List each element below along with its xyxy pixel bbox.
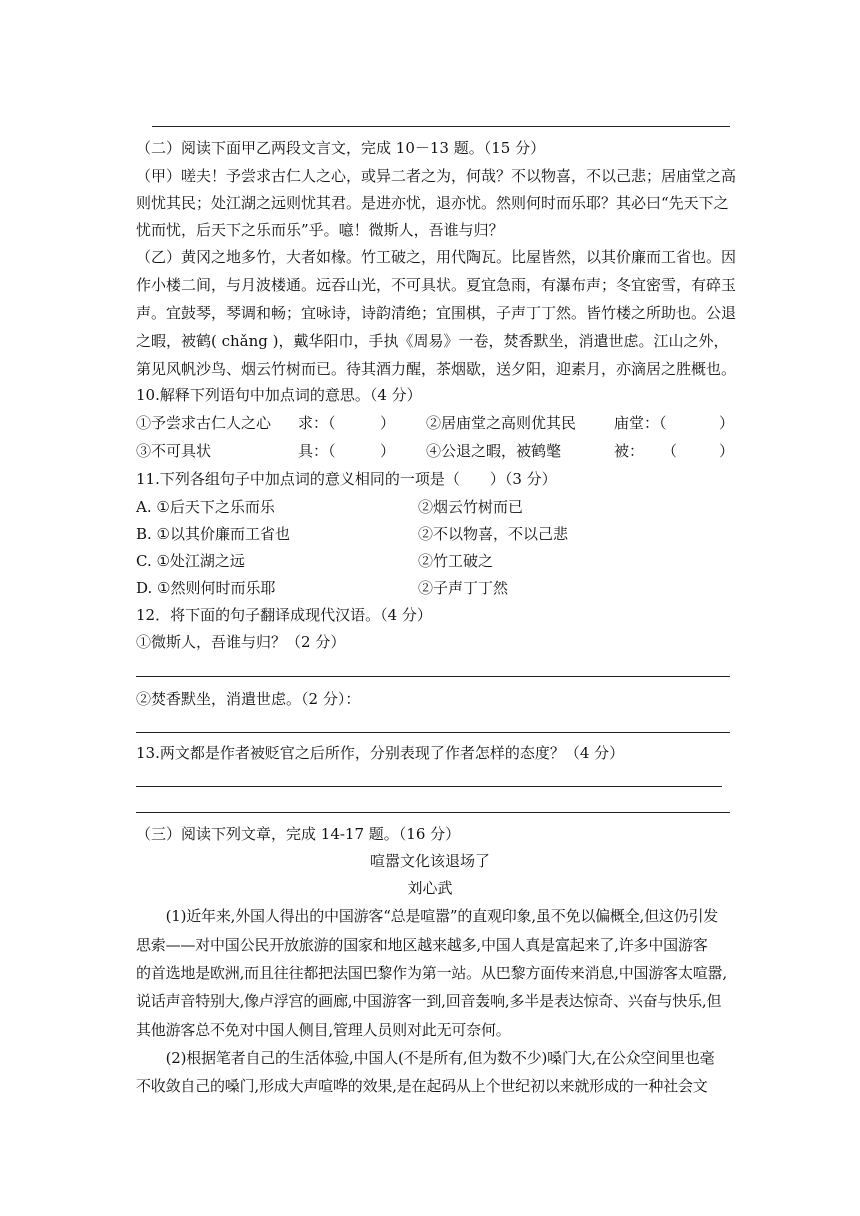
q11-option-b-right: ②不以物喜，不以己悲 <box>418 525 569 543</box>
passage-yi-line: 声。宜鼓琴，琴调和畅；宜咏诗，诗韵清绝；宜围棋，子声丁丁然。皆竹楼之所助也。公退 <box>136 304 737 322</box>
answer-line <box>136 786 722 787</box>
q10-item-3-close: ） <box>380 442 396 460</box>
q10-item-3-sentence: ③不可具状 <box>136 442 212 460</box>
article-author: 刘心武 <box>407 879 453 897</box>
top-rule <box>152 126 730 127</box>
q10-item-4-close: ） <box>719 442 735 460</box>
passage-jia-line: 忧而忧，后天下之乐而乐”乎。噫！微斯人，吾谁与归？ <box>136 221 504 239</box>
paragraph-line: (1)近年来,外国人得出的中国游客“总是喧嚣”的直观印象,虽不免以偏概全,但这仍引发 <box>136 907 719 925</box>
q11-option-b-left: B. ①以其价廉而工省也 <box>136 525 291 543</box>
q11-option-d-right: ②子声丁丁然 <box>418 579 509 597</box>
q11-title: 11.下列各组句子中加点词的意义相同的一项是（ ）（3 分） <box>136 470 557 488</box>
passage-yi-line: 作小楼二间，与月波楼通。远吞山光，不可具状。夏宜急雨，有瀑布声；冬宜密雪，有碎玉 <box>136 276 737 294</box>
q11-option-a-left: A. ①后天下之乐而乐 <box>136 498 275 516</box>
q10-item-1-sentence: ①予尝求古仁人之心 <box>136 414 272 432</box>
q12-item-1: ①微斯人，吾谁与归？（2 分） <box>136 633 346 651</box>
answer-line <box>136 676 730 677</box>
paragraph-line: 其他游客总不免对中国人侧目,管理人员则对此无可奈何。 <box>136 1021 511 1039</box>
q10-item-4-word: 被： <box>614 442 645 460</box>
answer-line <box>136 732 730 733</box>
q12-title: 12．将下面的句子翻译成现代汉语。（4 分） <box>136 606 432 624</box>
passage-jia-line: （甲）嗟夫！予尝求古仁人之心，或异二者之为，何哉？不以物喜，不以己悲；居庙堂之高 <box>136 167 737 185</box>
q10-item-2-close: ） <box>719 414 735 432</box>
paragraph-line: 的首选地是欧洲,而且往往都把法国巴黎作为第一站。从巴黎方面传来消息,中国游客太喧嚣, <box>136 964 727 982</box>
q10-item-4-open: （ <box>662 442 678 460</box>
q11-option-c-right: ②竹工破之 <box>418 552 494 570</box>
q10-item-1-word: 求：（ <box>298 414 336 432</box>
paragraph-line: 说话声音特别大,像卢浮宫的画廊,中国游客一到,回音轰响,多半是表达惊奇、兴奋与快乐,但 <box>136 992 722 1010</box>
section2-header: （二）阅读下面甲乙两段文言文，完成 10－13 题。（15 分） <box>136 139 546 157</box>
passage-yi-line: 第见风帆沙鸟、烟云竹树而已。待其酒力醒，茶烟歇，送夕阳，迎素月，亦滴居之胜概也。 <box>136 360 737 378</box>
q10-title: 10.解释下列语句中加点词的意思。（4 分） <box>136 386 422 404</box>
paragraph-line: 思索——对中国公民开放旅游的国家和地区越来越多,中国人真是富起来了,许多中国游客 <box>136 936 708 954</box>
q10-item-4-sentence: ④公退之暇，被鹤氅 <box>426 442 562 460</box>
answer-line <box>136 812 730 813</box>
q11-option-d-left: D. ①然则何时而乐耶 <box>136 579 276 597</box>
passage-yi-line: 之暇，被鹤( chǎng )，戴华阳巾，手执《周易》一卷，焚香默坐，消遣世虑。江山之外， <box>136 332 729 350</box>
q12-item-2: ②焚香默坐，消遣世虑。（2 分）： <box>136 690 361 708</box>
section3-header: （三）阅读下列文章，完成 14-17 题。（16 分） <box>136 825 461 843</box>
q11-option-a-right: ②烟云竹树而已 <box>418 498 524 516</box>
article-title: 喧嚣文化该退场了 <box>369 852 490 870</box>
paragraph-line: (2)根据笔者自己的生活体验,中国人(不是所有,但为数不少)嗓门大,在公众空间里也毫 <box>136 1049 715 1067</box>
q13-title: 13.两文都是作者被贬官之后所作，分别表现了作者怎样的态度？（4 分） <box>136 744 625 762</box>
q10-item-2-sentence: ②居庙堂之高则优其民 <box>426 414 577 432</box>
paragraph-line: 不收敛自己的嗓门,形成大声喧哗的效果,是在起码从上个世纪初以来就形成的一种社会文 <box>136 1077 708 1095</box>
q10-item-1-close: ） <box>380 414 396 432</box>
q10-item-2-word: 庙堂：（ <box>614 414 667 432</box>
q10-item-3-word: 具：（ <box>298 442 336 460</box>
passage-jia-line: 则忧其民；处江湖之远则忧其君。是进亦忧，退亦忧。然则何时而乐耶？其必曰“先天下之 <box>136 194 729 212</box>
q11-option-c-left: C. ①处江湖之远 <box>136 552 245 570</box>
passage-yi-line: （乙）黄冈之地多竹，大者如椽。竹工破之，用代陶瓦。比屋皆然，以其价廉而工省也。因 <box>136 248 737 266</box>
